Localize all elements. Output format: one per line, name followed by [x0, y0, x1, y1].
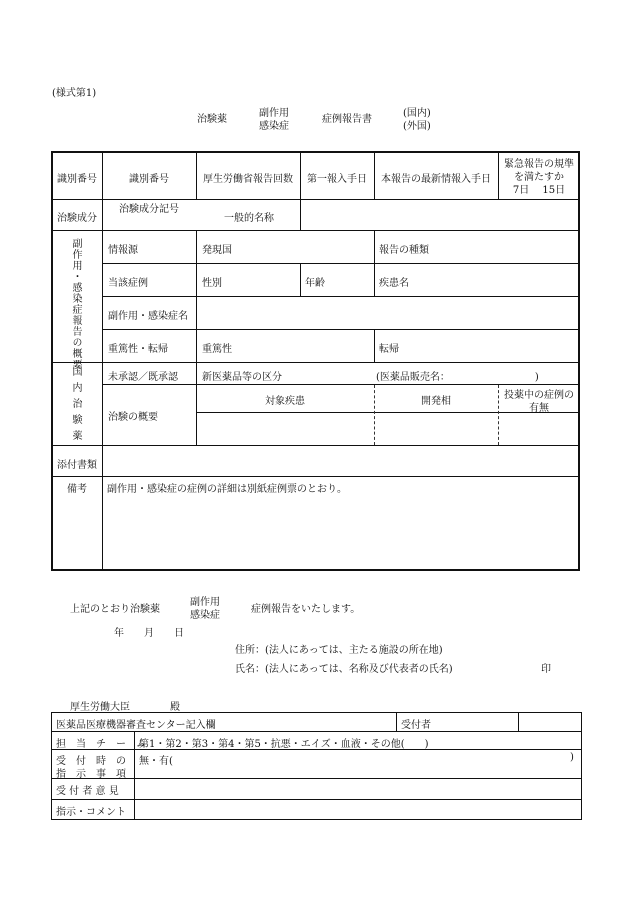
rule — [518, 713, 519, 731]
cases-on-drug-1: 投薬中の症例の — [504, 390, 574, 401]
new-drug-class: 新医薬品等の区分 — [202, 372, 282, 383]
title-report: 症例報告書 — [322, 114, 372, 125]
urgent-criteria-2: を満たすか — [514, 172, 564, 183]
attachments: 添付書類 — [57, 460, 97, 471]
latest-info-date: 本報告の最新情報入手日 — [381, 174, 491, 185]
age: 年齢 — [305, 278, 325, 289]
statement-lead: 上記のとおり治験薬 — [70, 604, 160, 615]
cases-on-drug-2: 有無 — [529, 403, 549, 414]
rule — [102, 477, 103, 570]
center-label: 医薬品医療機器審査センター記入欄 — [56, 720, 216, 731]
title-drug: 治験薬 — [197, 114, 227, 125]
country: 発現国 — [202, 245, 232, 256]
first-report-date: 第一報入手日 — [307, 174, 367, 185]
disease: 疾患名 — [379, 278, 409, 289]
instructions-label-1: 受 付 時 の — [56, 756, 126, 767]
rule — [102, 296, 579, 297]
rule — [196, 231, 197, 362]
applicant-name: 氏名：(法人にあっては、名称及び代表者の氏名) — [235, 664, 453, 675]
remarks-text: 副作用・感染症の症例の詳細は別紙症例票のとおり。 — [107, 484, 347, 495]
rule — [52, 230, 579, 231]
seriousness: 重篤性 — [202, 344, 232, 355]
id-label: 識別番号 — [57, 174, 97, 185]
statement-tail: 症例報告をいたします。 — [251, 604, 361, 615]
seriousness-outcome: 重篤性・転帰 — [108, 344, 168, 355]
remarks-label: 備考 — [67, 484, 87, 495]
receiver-opinion-label: 受 付 者 意 見 — [56, 786, 119, 797]
instructions-value: 無・有( — [139, 756, 173, 767]
rule — [300, 200, 301, 230]
title-type-lower: 感染症 — [259, 121, 289, 132]
generic-name: 一般的名称 — [224, 213, 274, 224]
title-type-upper: 副作用 — [259, 108, 289, 119]
title-domestic: (国内) — [403, 108, 431, 119]
brand-name: (医薬品販売名： ) — [376, 372, 539, 383]
rule — [52, 799, 581, 800]
report-type: 報告の種類 — [379, 245, 429, 256]
urgent-criteria-1: 緊急報告の規準 — [504, 159, 574, 170]
rule — [52, 778, 581, 779]
receiver-label: 受付者 — [401, 720, 431, 731]
statement-date: 年 月 日 — [114, 628, 184, 639]
comment-label: 指示・コメント — [56, 807, 126, 818]
team-label: 担 当 チ ー ム — [56, 739, 146, 750]
instructions-close: ) — [570, 752, 574, 763]
statement-type-upper: 副作用 — [190, 597, 220, 608]
address: 住所：(法人にあっては、主たる施設の所在地) — [235, 645, 443, 656]
statement-type-lower: 感染症 — [190, 610, 220, 621]
trial-summary: 治験の概要 — [108, 412, 158, 423]
team-options: 第1・第2・第3・第4・第5・抗悪・エイズ・血液・その他( ) — [139, 739, 429, 750]
approval-status: 未承認／既承認 — [108, 372, 178, 383]
rule — [102, 329, 579, 330]
info-source: 情報源 — [108, 245, 138, 256]
rule — [52, 476, 579, 477]
component-label: 治験成分 — [57, 213, 97, 224]
summary-vertical-label: 副作用・感染症報告の概要 — [70, 238, 81, 370]
mhlw-count: 厚生労働省報告回数 — [203, 174, 293, 185]
seal-mark: 印 — [541, 664, 551, 675]
rule — [374, 264, 375, 296]
rule — [52, 445, 579, 446]
sex: 性別 — [202, 278, 222, 289]
event-name: 副作用・感染症名 — [108, 311, 188, 322]
case: 当該症例 — [108, 278, 148, 289]
rule — [374, 330, 375, 362]
rule — [52, 362, 579, 363]
instructions-label-2: 指 示 事 項 — [56, 769, 126, 780]
title-foreign: (外国) — [403, 121, 431, 132]
target-disease: 対象疾患 — [265, 396, 305, 407]
rule — [102, 384, 579, 385]
rule — [102, 152, 103, 476]
rule — [300, 264, 301, 296]
addressee: 厚生労働大臣 殿 — [70, 702, 180, 713]
rule — [52, 731, 581, 732]
domestic-vertical-label: 国内治験薬 — [70, 366, 81, 446]
rule — [396, 713, 397, 731]
rule — [102, 263, 579, 264]
urgent-days: 7日 15日 — [512, 185, 566, 196]
id-sub: 識別番号 — [129, 174, 169, 185]
component-code: 治験成分記号 — [119, 204, 179, 215]
form-number: (様式第1) — [52, 88, 97, 99]
rule — [374, 231, 375, 263]
phase: 開発相 — [421, 396, 451, 407]
outcome: 転帰 — [379, 344, 399, 355]
